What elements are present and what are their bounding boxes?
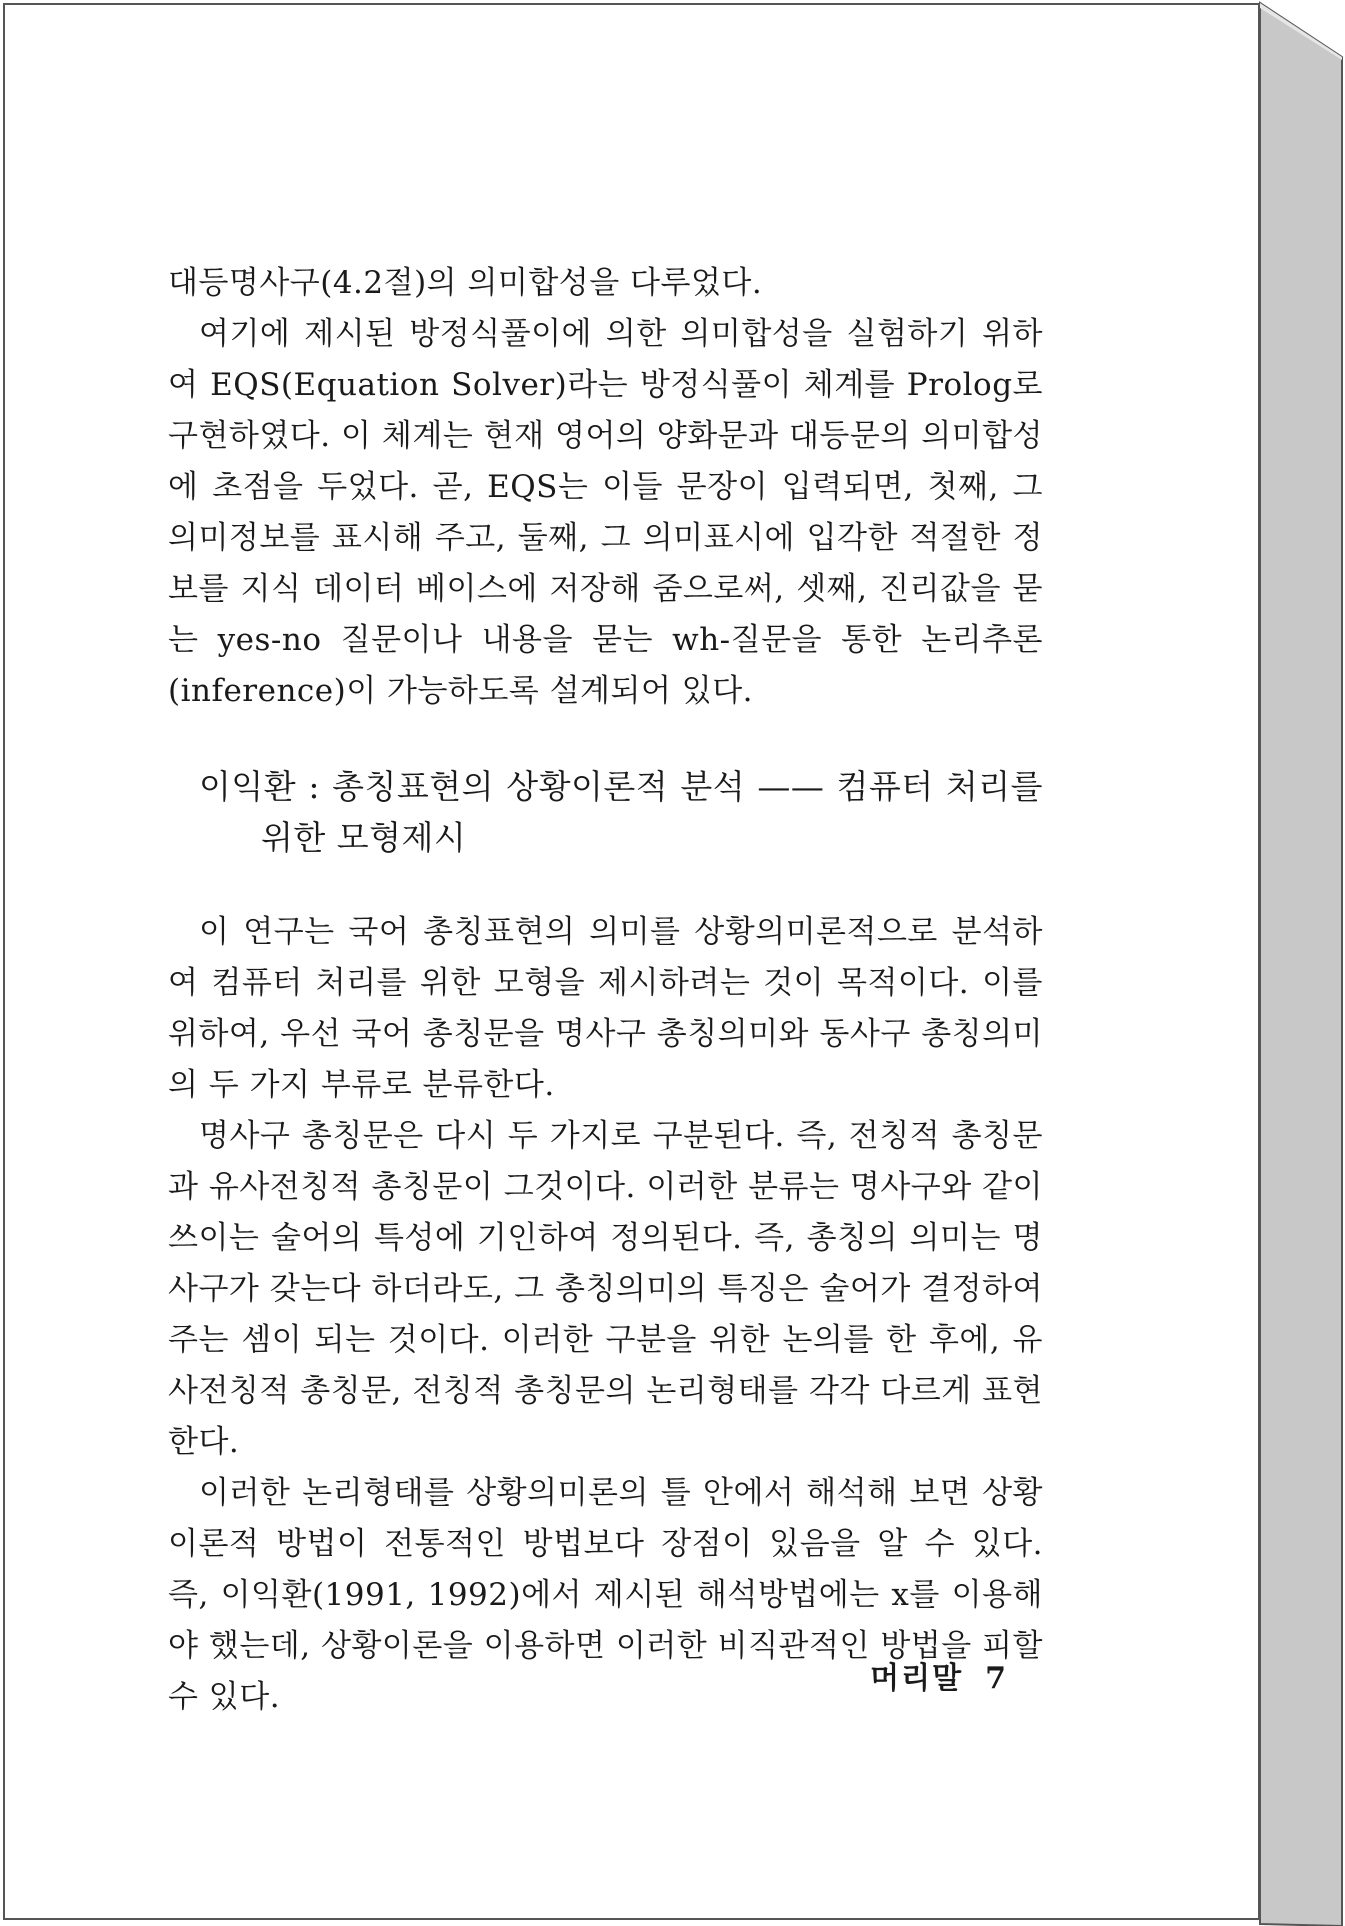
intro-paragraph-2: 여기에 제시된 방정식풀이에 의한 의미합성을 실험하기 위하여 EQS(Equation Solver)라는 방정식풀이 체계를 Prolog로 구현하였다. 이 체계는 현재 영어의 양화문과 대등문의 의미합성에 초점을 두었다. 곧, EQS는 이들 문장이 입력되면, 첫째, 그 의미정보를 표시해 주고, 둘째, 그 의미표시에 입각한 적절한 정보를 지식 데이터 베이스에 저장해 줌으로써, 셋째, 진리값을 묻는 yes-no 질문이나 내용을 묻는 wh-질문을 통한 논리추론(inference)이 가능하도록 설계되어 있다. (168, 316, 1043, 709)
page-text (168, 258, 1043, 1723)
section-paragraph-3: 이러한 논리형태를 상황의미론의 틀 안에서 해석해 보면 상황이론적 방법이 전통적인 방법보다 장점이 있음을 알 수 있다. 즉, 이익환(1991, 1992)에서 제시된 해석방법에는 x를 이용해야 했는데, 상황이론을 이용하면 이러한 비직관적인 방법을 피할 수 있다. (168, 1475, 1043, 1715)
page-number: 7 (985, 1661, 1008, 1696)
section-paragraph-1: 이 연구는 국어 총칭표현의 의미를 상황의미론적으로 분석하여 컴퓨터 처리를 위한 모형을 제시하려는 것이 목적이다. 이를 위하여, 우선 국어 총칭문을 명사구 총칭의미와 동사구 총칭의미의 두 가지 부류로 분류한다. (168, 914, 1043, 1103)
running-title: 머리말 (870, 1661, 964, 1696)
intro-paragraph-1: 대등명사구(4.2절)의 의미합성을 다루었다. (168, 265, 763, 301)
page-footer (870, 1653, 1008, 1697)
section-heading: 이익환 : 총칭표현의 상황이론적 분석 —— 컴퓨터 처리를 위한 모형제시 (199, 767, 1043, 857)
section-paragraph-2: 명사구 총칭문은 다시 두 가지로 구분된다. 즉, 전칭적 총칭문과 유사전칭적 총칭문이 그것이다. 이러한 분류는 명사구와 같이 쓰이는 술어의 특성에 기인하여 정의된다. 즉, 총칭의 의미는 명사구가 갖는다 하더라도, 그 총칭의미의 특징은 술어가 결정하여 주는 셈이 되는 것이다. 이러한 구분을 위한 논의를 한 후에, 유사전칭적 총칭문, 전칭적 총칭문의 논리형태를 각각 다르게 표현한다. (168, 1118, 1043, 1460)
